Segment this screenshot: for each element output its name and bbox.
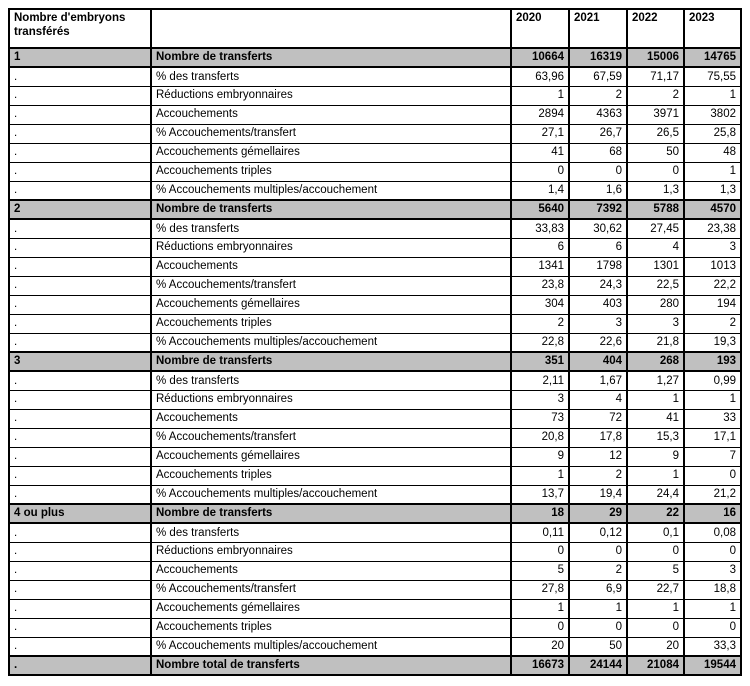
value-cell: 20 [627,637,684,656]
label-cell: Accouchements triples [151,162,511,181]
value-cell: 1,3 [627,181,684,200]
value-cell: 351 [511,352,569,371]
label-cell: Accouchements gémellaires [151,143,511,162]
value-cell: 0 [684,466,741,485]
value-cell: 403 [569,295,627,314]
value-cell: 73 [511,409,569,428]
table-row [9,162,741,181]
value-cell: 1 [684,390,741,409]
table-row [9,143,741,162]
group-cell: . [9,67,151,86]
value-cell: 0 [627,162,684,181]
value-cell: 3 [684,238,741,257]
value-cell: 0 [569,542,627,561]
group-cell: . [9,466,151,485]
value-cell: 22,5 [627,276,684,295]
table-row [9,599,741,618]
label-cell: Réductions embryonnaires [151,390,511,409]
group-cell: 2 [9,200,151,219]
value-cell: 0,12 [569,523,627,542]
group-cell: . [9,257,151,276]
group-cell: 1 [9,48,151,67]
table-row [9,314,741,333]
label-cell: % Accouchements multiples/accouchement [151,485,511,504]
value-cell: 2 [627,86,684,105]
value-cell: 16673 [511,656,569,675]
group-cell: . [9,295,151,314]
value-cell: 1013 [684,257,741,276]
year-header-2022: 2022 [627,9,684,48]
value-cell: 20,8 [511,428,569,447]
value-cell: 1,3 [684,181,741,200]
blank-header-cell [151,9,511,48]
table-body [9,48,741,675]
value-cell: 19544 [684,656,741,675]
group-cell: . [9,390,151,409]
value-cell: 3 [627,314,684,333]
value-cell: 1,67 [569,371,627,390]
value-cell: 1,4 [511,181,569,200]
value-cell: 24,3 [569,276,627,295]
label-cell: Réductions embryonnaires [151,86,511,105]
group-cell: . [9,542,151,561]
value-cell: 41 [627,409,684,428]
value-cell: 0 [684,618,741,637]
value-cell: 20 [511,637,569,656]
value-cell: 33 [684,409,741,428]
group-cell: . [9,371,151,390]
label-cell: Accouchements [151,561,511,580]
value-cell: 1 [511,466,569,485]
value-cell: 1 [511,599,569,618]
table-row [9,390,741,409]
group-cell: . [9,276,151,295]
table-row [9,67,741,86]
value-cell: 27,45 [627,219,684,238]
value-cell: 5 [511,561,569,580]
value-cell: 0 [569,162,627,181]
group-cell: . [9,314,151,333]
label-cell: Réductions embryonnaires [151,238,511,257]
value-cell: 404 [569,352,627,371]
value-cell: 3 [684,561,741,580]
value-cell: 29 [569,504,627,523]
value-cell: 33,3 [684,637,741,656]
value-cell: 4 [627,238,684,257]
group-cell: . [9,580,151,599]
label-cell: % des transferts [151,523,511,542]
group-cell: 3 [9,352,151,371]
value-cell: 194 [684,295,741,314]
value-cell: 1301 [627,257,684,276]
label-cell: % Accouchements/transfert [151,276,511,295]
group-cell: . [9,143,151,162]
value-cell: 1341 [511,257,569,276]
group-cell: . [9,409,151,428]
value-cell: 0 [511,162,569,181]
value-cell: 0 [684,542,741,561]
table-row [9,637,741,656]
value-cell: 67,59 [569,67,627,86]
value-cell: 19,4 [569,485,627,504]
value-cell: 7 [684,447,741,466]
value-cell: 0,11 [511,523,569,542]
value-cell: 17,1 [684,428,741,447]
value-cell: 63,96 [511,67,569,86]
value-cell: 2 [569,86,627,105]
table-row [9,257,741,276]
value-cell: 24,4 [627,485,684,504]
value-cell: 2894 [511,105,569,124]
year-header-2020: 2020 [511,9,569,48]
value-cell: 23,8 [511,276,569,295]
value-cell: 9 [511,447,569,466]
value-cell: 1 [627,466,684,485]
value-cell: 2,11 [511,371,569,390]
value-cell: 0 [511,542,569,561]
label-cell: % Accouchements/transfert [151,428,511,447]
table-row [9,504,741,523]
group-cell: . [9,656,151,675]
label-cell: Accouchements gémellaires [151,295,511,314]
value-cell: 26,7 [569,124,627,143]
value-cell: 193 [684,352,741,371]
value-cell: 1,27 [627,371,684,390]
table-row [9,48,741,67]
value-cell: 1 [511,86,569,105]
group-cell: . [9,181,151,200]
value-cell: 280 [627,295,684,314]
value-cell: 304 [511,295,569,314]
value-cell: 1 [684,599,741,618]
table-row [9,86,741,105]
value-cell: 71,17 [627,67,684,86]
value-cell: 2 [511,314,569,333]
table-row [9,219,741,238]
table-row [9,238,741,257]
table-row [9,523,741,542]
value-cell: 1,6 [569,181,627,200]
value-cell: 0,99 [684,371,741,390]
label-cell: % Accouchements/transfert [151,124,511,143]
value-cell: 18,8 [684,580,741,599]
value-cell: 75,55 [684,67,741,86]
table-row [9,333,741,352]
value-cell: 1798 [569,257,627,276]
value-cell: 1 [627,390,684,409]
value-cell: 2 [569,466,627,485]
value-cell: 33,83 [511,219,569,238]
value-cell: 6 [511,238,569,257]
label-cell: Accouchements [151,105,511,124]
group-cell: . [9,105,151,124]
table-row [9,200,741,219]
value-cell: 2 [569,561,627,580]
label-cell: % des transferts [151,219,511,238]
table-row [9,542,741,561]
group-cell: . [9,599,151,618]
label-cell: Accouchements gémellaires [151,599,511,618]
label-cell: % Accouchements multiples/accouchement [151,333,511,352]
table-row [9,276,741,295]
value-cell: 0 [627,618,684,637]
embryo-transfers-table [8,8,742,676]
value-cell: 23,38 [684,219,741,238]
group-cell: . [9,86,151,105]
value-cell: 3 [569,314,627,333]
label-cell: Nombre de transferts [151,504,511,523]
value-cell: 13,7 [511,485,569,504]
value-cell: 30,62 [569,219,627,238]
group-cell: . [9,333,151,352]
group-cell: . [9,162,151,181]
table-row [9,656,741,675]
value-cell: 50 [569,637,627,656]
value-cell: 15006 [627,48,684,67]
value-cell: 3971 [627,105,684,124]
table-row [9,466,741,485]
value-cell: 5 [627,561,684,580]
table-row [9,105,741,124]
group-cell: . [9,561,151,580]
table-row [9,428,741,447]
value-cell: 41 [511,143,569,162]
label-cell: Nombre de transferts [151,200,511,219]
label-cell: Accouchements triples [151,466,511,485]
label-cell: % Accouchements multiples/accouchement [151,637,511,656]
value-cell: 22,7 [627,580,684,599]
year-header-2023: 2023 [684,9,741,48]
group-cell: . [9,637,151,656]
label-cell: Accouchements gémellaires [151,447,511,466]
label-cell: % Accouchements/transfert [151,580,511,599]
value-cell: 0 [627,542,684,561]
value-cell: 21,2 [684,485,741,504]
value-cell: 25,8 [684,124,741,143]
value-cell: 6 [569,238,627,257]
value-cell: 16319 [569,48,627,67]
value-cell: 10664 [511,48,569,67]
value-cell: 5788 [627,200,684,219]
group-cell: . [9,523,151,542]
value-cell: 4570 [684,200,741,219]
value-cell: 3 [511,390,569,409]
value-cell: 72 [569,409,627,428]
value-cell: 68 [569,143,627,162]
table-row [9,124,741,143]
value-cell: 5640 [511,200,569,219]
label-cell: Réductions embryonnaires [151,542,511,561]
year-header-2021: 2021 [569,9,627,48]
label-cell: Nombre de transferts [151,48,511,67]
value-cell: 9 [627,447,684,466]
label-cell: % des transferts [151,371,511,390]
label-cell: Nombre total de transferts [151,656,511,675]
label-cell: % des transferts [151,67,511,86]
value-cell: 0,1 [627,523,684,542]
value-cell: 16 [684,504,741,523]
value-cell: 0 [569,618,627,637]
value-cell: 12 [569,447,627,466]
value-cell: 1 [569,599,627,618]
value-cell: 268 [627,352,684,371]
label-cell: Accouchements triples [151,618,511,637]
group-cell: . [9,447,151,466]
table-row [9,295,741,314]
label-cell: Nombre de transferts [151,352,511,371]
table-row [9,580,741,599]
value-cell: 48 [684,143,741,162]
value-cell: 4363 [569,105,627,124]
value-cell: 24144 [569,656,627,675]
group-cell: . [9,428,151,447]
table-row [9,447,741,466]
label-cell: Accouchements [151,409,511,428]
group-cell: . [9,618,151,637]
value-cell: 22 [627,504,684,523]
value-cell: 1 [684,162,741,181]
group-cell: 4 ou plus [9,504,151,523]
value-cell: 21,8 [627,333,684,352]
value-cell: 50 [627,143,684,162]
value-cell: 27,1 [511,124,569,143]
table-row [9,561,741,580]
value-cell: 7392 [569,200,627,219]
value-cell: 18 [511,504,569,523]
value-cell: 17,8 [569,428,627,447]
value-cell: 1 [627,599,684,618]
value-cell: 22,6 [569,333,627,352]
value-cell: 14765 [684,48,741,67]
value-cell: 3802 [684,105,741,124]
label-cell: % Accouchements multiples/accouchement [151,181,511,200]
value-cell: 4 [569,390,627,409]
value-cell: 0 [511,618,569,637]
value-cell: 22,8 [511,333,569,352]
value-cell: 1 [684,86,741,105]
value-cell: 21084 [627,656,684,675]
group-cell: . [9,238,151,257]
table-row [9,485,741,504]
table-row [9,181,741,200]
table-row [9,352,741,371]
value-cell: 22,2 [684,276,741,295]
value-cell: 26,5 [627,124,684,143]
value-cell: 0,08 [684,523,741,542]
table-row [9,409,741,428]
value-cell: 6,9 [569,580,627,599]
group-cell: . [9,124,151,143]
label-cell: Accouchements [151,257,511,276]
label-cell: Accouchements triples [151,314,511,333]
value-cell: 2 [684,314,741,333]
value-cell: 19,3 [684,333,741,352]
table-row [9,371,741,390]
table-row [9,618,741,637]
group-cell: . [9,219,151,238]
group-cell: . [9,485,151,504]
corner-header-cell: Nombre d'embryons transférés [9,9,151,48]
header-row [9,9,741,48]
value-cell: 15,3 [627,428,684,447]
value-cell: 27,8 [511,580,569,599]
